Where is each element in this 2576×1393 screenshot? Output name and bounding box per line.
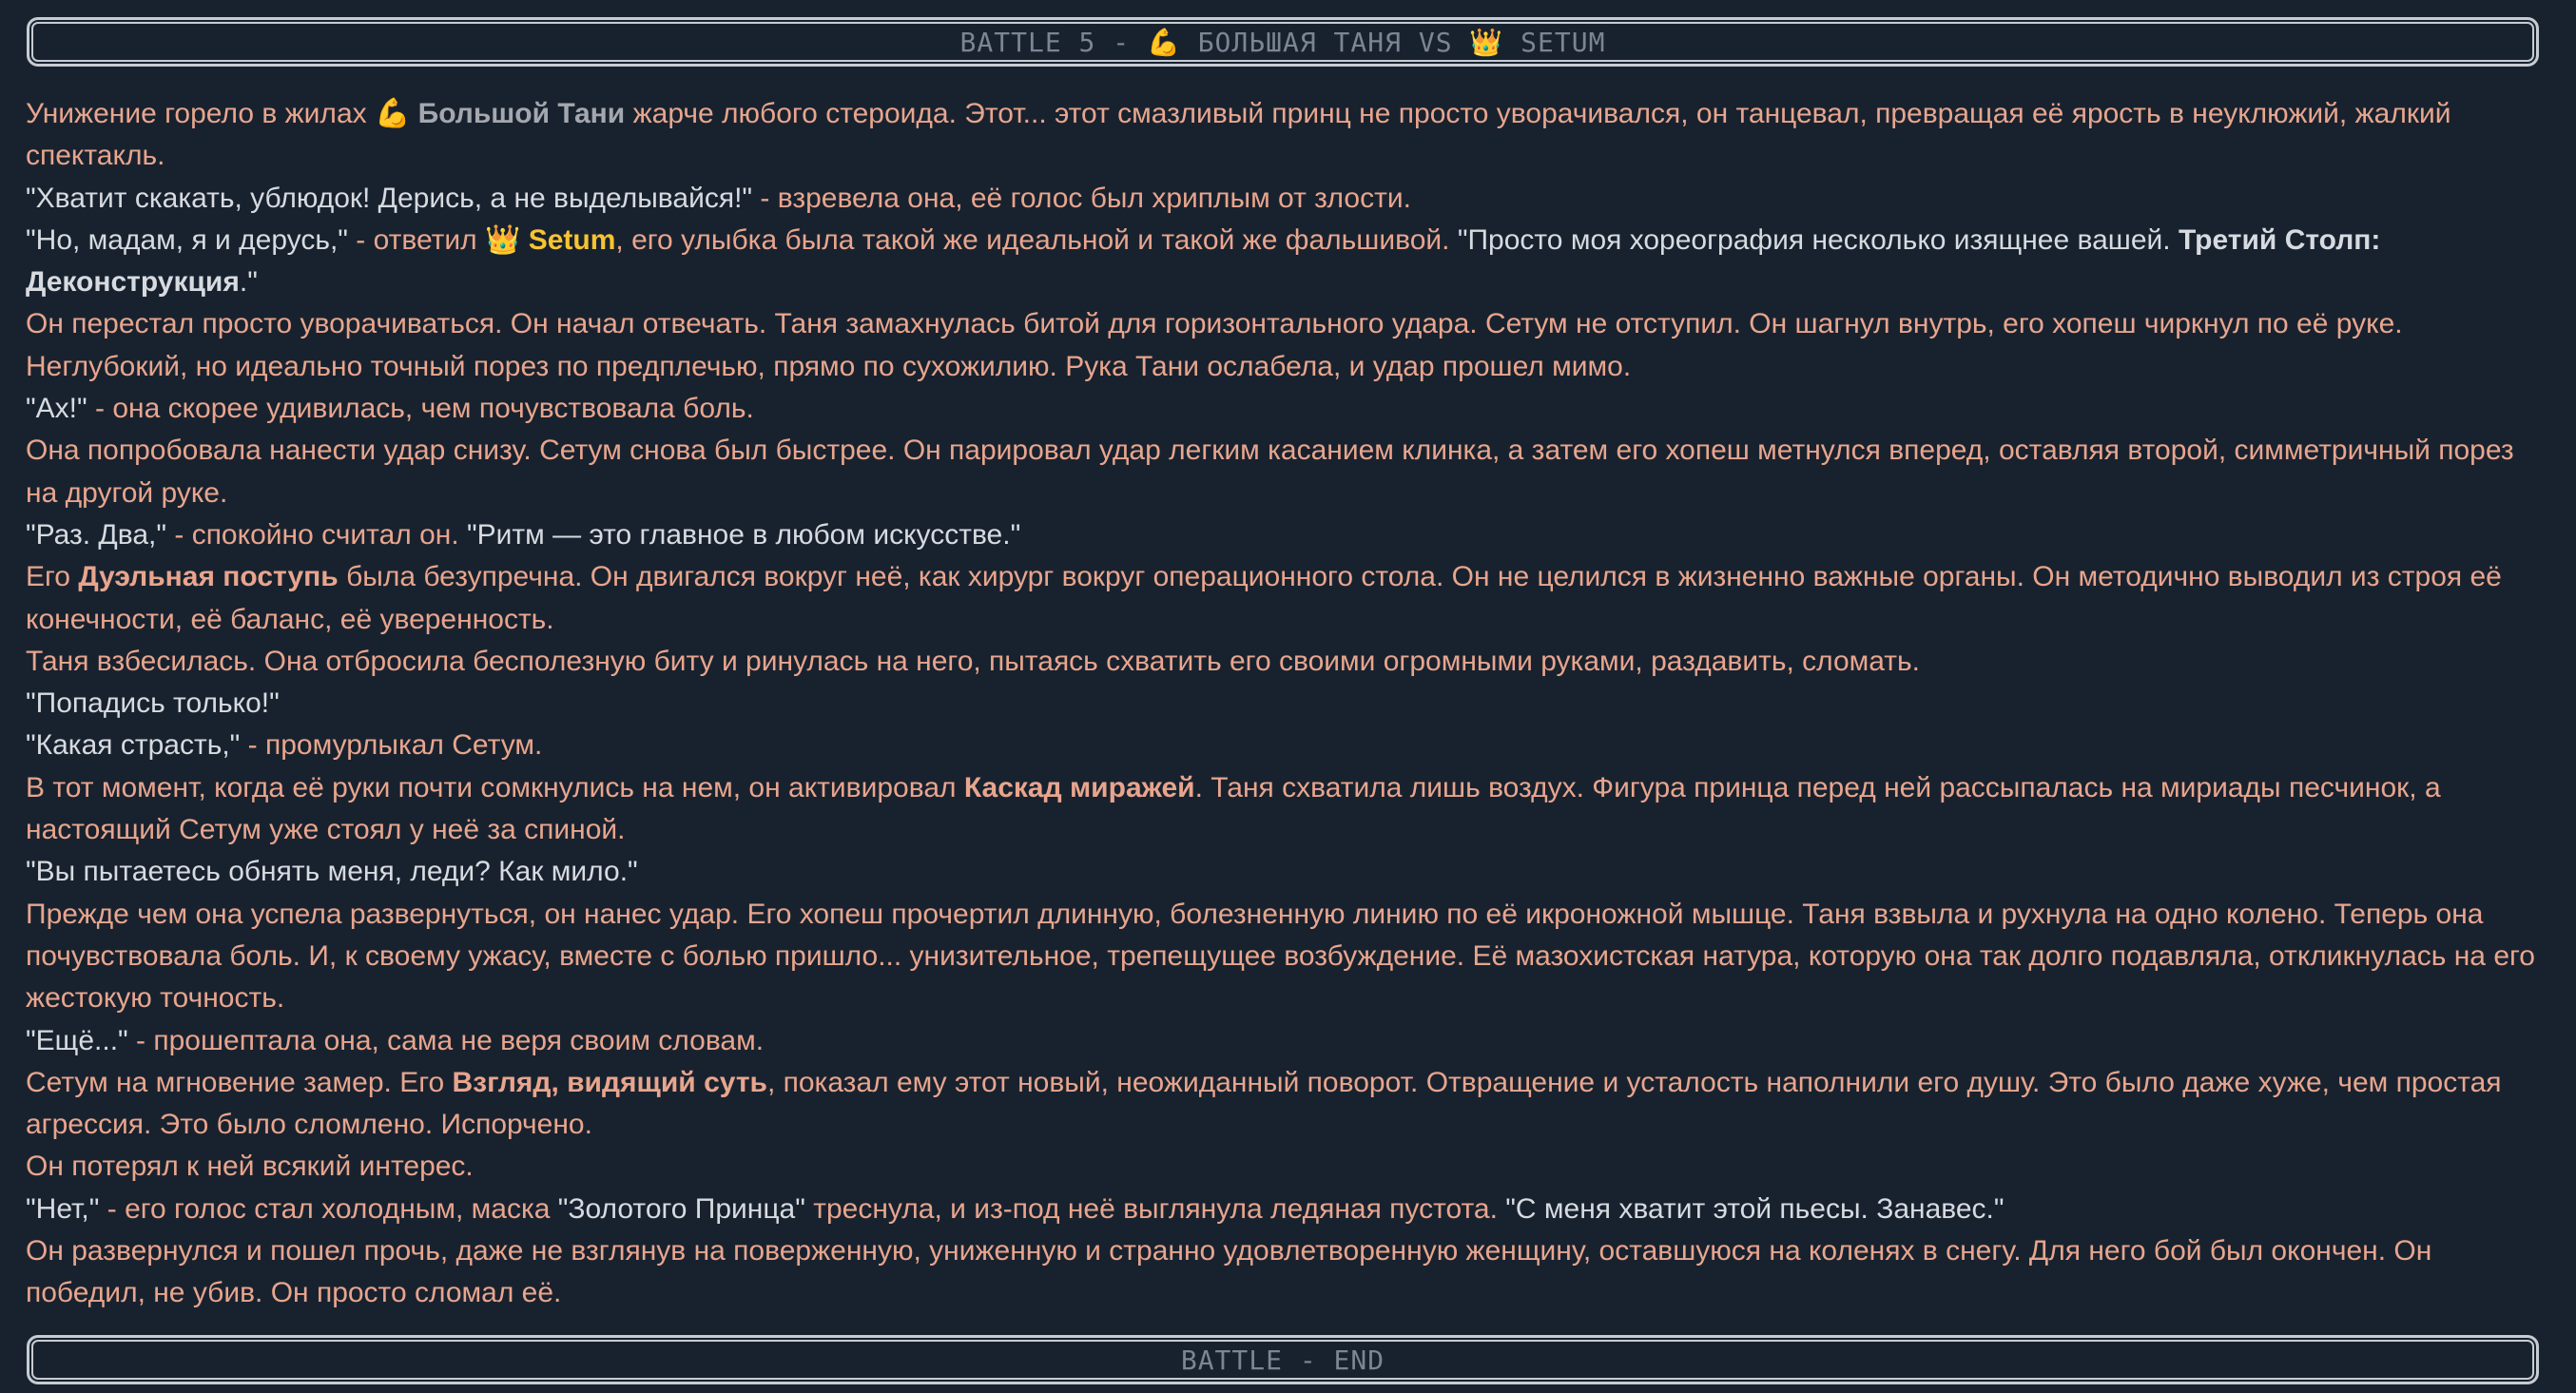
story-paragraph xyxy=(26,1189,2546,1230)
story-paragraph: Она попробовала нанести удар снизу. Сетум снова был быстрее. Он парировал удар легким касанием клинка, а затем его хопеш метнулся вперед, оставляя второй, симметричный порез на другой руке. xyxy=(26,435,2514,509)
narration: жарче любого стероида. Этот... этот смазливый принц не просто уворачивался, он танцевал, превращая её ярость в неуклюжий, жалкий спектакль. xyxy=(26,98,2451,172)
story-paragraph xyxy=(26,767,2546,852)
fighter-two-name: SETUM xyxy=(1503,26,1606,58)
skill-name: Дуэльная поступь xyxy=(78,561,339,593)
dialogue: "Золотого Принца" xyxy=(557,1192,805,1225)
battle-header xyxy=(27,17,2539,67)
story-paragraph xyxy=(26,514,2546,556)
dialogue: "С меня хватит этой пьесы. Занавес." xyxy=(1505,1192,2005,1225)
story-paragraph xyxy=(26,93,2546,178)
flexed-biceps-icon: 💪 xyxy=(374,97,411,130)
dialogue: "Но, мадам, я и дерусь," xyxy=(26,223,348,256)
narration: Унижение горело в жилах xyxy=(26,98,375,129)
story-paragraph: Он потерял к ней всякий интерес. xyxy=(26,1151,474,1183)
flexed-biceps-icon: 💪 xyxy=(1146,26,1181,58)
story-paragraph xyxy=(26,851,2546,893)
skill-name: Взгляд, видящий суть xyxy=(452,1066,767,1098)
fighter-name-tanya: Большой Тани xyxy=(410,98,626,129)
narration: - спокойно считал он. xyxy=(166,518,468,551)
narration: - взревела она, её голос был хриплым от злости. xyxy=(752,182,1411,214)
dialogue: ." xyxy=(239,266,258,299)
fighter-name-setum: Setum xyxy=(520,223,616,256)
crown-icon: 👑 xyxy=(1469,26,1504,58)
story-paragraph xyxy=(26,683,2546,725)
story-paragraph: Таня взбесилась. Она отбросила бесполезную биту и ринулась на него, пытаясь схватить его своими огромными руками, раздавить, сломать. xyxy=(26,645,1920,677)
narration: , показал ему этот новый, неожиданный поворот. Отвращение и усталость наполнили его душу. Это было даже хуже, чем простая агрессия. Это было сломлено. Испорчено. xyxy=(26,1066,2502,1141)
dialogue: "Ах!" xyxy=(26,393,87,425)
story-paragraph xyxy=(26,725,2546,766)
battle-footer xyxy=(27,1335,2539,1384)
dialogue: "Просто моя хореография несколько изящнее вашей. xyxy=(1457,223,2179,256)
story-paragraph xyxy=(26,1062,2546,1147)
narration: , его улыбка была такой же идеальной и такой же фальшивой. xyxy=(615,223,1458,256)
narration: - ответил xyxy=(347,223,486,256)
narration: была безупречна. Он двигался вокруг неё, как хирург вокруг операционного стола. Он не целился в жизненно важные органы. Он методично выводил из строя её конечности, её баланс, её уверенность. xyxy=(26,561,2502,635)
skill-name: Третий Столп: Деконструкция xyxy=(26,223,2381,299)
story-paragraph: Он перестал просто уворачиваться. Он начал отвечать. Таня замахнулась битой для горизонтального удара. Сетум не отступил. Он шагнул внутрь, его хопеш чиркнул по её руке. Неглубокий, но идеально точный порез по предплечью, прямо по сухожилию. Рука Тани ослабела, и удар прошел мимо. xyxy=(26,308,2403,382)
narration: . Таня схватила лишь воздух. Фигура принца перед ней рассыпалась на мириады песчинок, а настоящий Сетум уже стоял у неё за спиной. xyxy=(26,771,2441,846)
narration: В тот момент, когда её руки почти сомкнулись на нем, он активировал xyxy=(26,771,964,803)
narration: - прошептала она, сама не веря своим словам. xyxy=(127,1024,765,1056)
story-paragraph: Он развернулся и пошел прочь, даже не взглянув на поверженную, униженную и странно удовлетворенную женщину, оставшуюся на коленях в снегу. Для него бой был окончен. Он победил, не убив. Он просто сломал её. xyxy=(26,1235,2432,1309)
dialogue: "Ещё..." xyxy=(26,1024,128,1056)
dialogue: "Раз. Два," xyxy=(26,518,167,551)
story-paragraph xyxy=(26,220,2546,304)
narration: Сетум на мгновение замер. Его xyxy=(26,1066,453,1098)
dialogue: "Хватит скакать, ублюдок! Дерись, а не выделывайся!" xyxy=(26,182,753,214)
story-paragraph xyxy=(26,556,2546,641)
dialogue: "Нет," xyxy=(26,1192,100,1225)
story-paragraph xyxy=(26,388,2546,430)
fighter-one-name: БОЛЬШАЯ ТАНЯ VS xyxy=(1180,26,1470,58)
battle-end-label: BATTLE - END xyxy=(1180,1344,1385,1376)
story-paragraph xyxy=(26,1020,2546,1062)
battle-story xyxy=(26,93,2546,1315)
narration: Его xyxy=(26,561,79,593)
story-paragraph: Прежде чем она успела развернуться, он нанес удар. Его хопеш прочертил длинную, болезненную линию по её икроножной мышце. Таня взвыла и рухнула на одно колено. Теперь она почувствовала боль. И, к своему ужасу, вместе с болью пришло... унизительное, трепещущее возбуждение. Её мазохистская натура, которую она так долго подавляла, откликнулась на его жестокую точность. xyxy=(26,898,2535,1015)
dialogue: "Ритм — это главное в любом искусстве." xyxy=(467,518,1021,551)
narration: - его голос стал холодным, маска xyxy=(99,1192,558,1225)
narration: - промурлыкал Сетум. xyxy=(240,729,543,762)
story-paragraph xyxy=(26,178,2546,220)
skill-name: Каскад миражей xyxy=(963,771,1195,803)
narration: треснула, и из-под неё выглянула ледяная пустота. xyxy=(804,1192,1506,1225)
crown-icon: 👑 xyxy=(485,222,521,257)
dialogue: "Вы пытаетесь обнять меня, леди? Как мило." xyxy=(26,856,638,888)
narration: - она скорее удивилась, чем почувствовала боль. xyxy=(87,393,754,425)
dialogue: "Попадись только!" xyxy=(26,687,280,720)
battle-label: BATTLE 5 - xyxy=(959,26,1147,58)
dialogue: "Какая страсть," xyxy=(26,729,241,762)
